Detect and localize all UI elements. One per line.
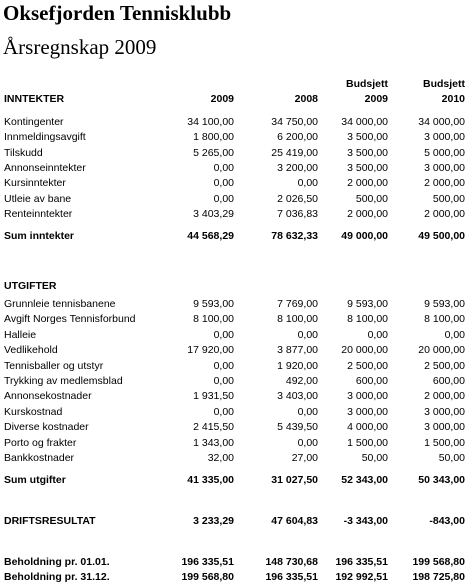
row-value: 5 000,00 (424, 146, 465, 159)
row-value: 1 343,00 (193, 436, 234, 449)
row-value: 1 500,00 (424, 436, 465, 449)
row-value: 2 500,00 (424, 359, 465, 372)
expense-row (0, 312, 470, 327)
row-value: 0,00 (213, 177, 234, 190)
row-value: 3 000,00 (424, 131, 465, 144)
row-value: 199 568,80 (181, 571, 234, 583)
row-value: 3 200,00 (277, 161, 318, 174)
row-value: 2 415,50 (193, 421, 234, 434)
row-value: 50,00 (438, 452, 465, 464)
expense-row (0, 359, 470, 374)
row-value: 3 500,00 (347, 131, 388, 144)
row-value: 3 000,00 (424, 421, 465, 434)
row-value: 8 100,00 (193, 313, 234, 326)
row-value: 8 100,00 (347, 313, 388, 326)
row-value: 7 036,83 (277, 207, 318, 220)
row-label: Halleie (4, 328, 37, 341)
expense-row (0, 451, 470, 466)
row-value: 2 000,00 (424, 207, 465, 220)
row-label: Porto og frakter (4, 436, 77, 449)
row-value: 2 000,00 (424, 390, 465, 403)
row-label: Kursinntekter (4, 177, 66, 190)
expense-row (0, 343, 470, 358)
row-value: 34 000,00 (341, 116, 388, 128)
income-row (0, 161, 470, 176)
row-value: 1 500,00 (347, 436, 388, 449)
row-value: 196 335,51 (181, 556, 234, 568)
row-value: 0,00 (297, 436, 318, 449)
expense-row (0, 328, 470, 343)
document-title: Oksefjorden Tennisklubb (3, 1, 232, 25)
row-value: 25 419,00 (271, 146, 318, 159)
row-label: Utleie av bane (4, 192, 72, 205)
row-value: 192 992,51 (335, 571, 388, 583)
row-value: 2 026,50 (277, 192, 318, 205)
row-label: Trykking av medlemsblad (4, 375, 123, 387)
row-value: 34 100,00 (187, 116, 234, 128)
row-value: 196 335,51 (265, 571, 318, 583)
row-value: 27,00 (291, 452, 318, 464)
row-value: 1 931,50 (193, 390, 234, 403)
income-row (0, 192, 470, 207)
row-value: 1 920,00 (277, 359, 318, 372)
row-label: Beholdning pr. 01.01. (4, 556, 110, 568)
row-label: Annonsekostnader (4, 390, 92, 403)
row-value: 9 593,00 (193, 298, 234, 310)
column-header-budget-2009: Budsjett 2009 (346, 78, 388, 105)
row-value: 34 750,00 (271, 116, 318, 128)
row-value: 4 000,00 (347, 421, 388, 434)
row-value: 500,00 (432, 192, 465, 205)
column-header-2009: 2009 (210, 93, 234, 105)
row-value: 199 568,80 (412, 556, 465, 568)
row-value: 0,00 (213, 161, 234, 174)
row-label: Annonseinntekter (4, 161, 86, 174)
row-value: 32,00 (207, 452, 234, 464)
expense-total-row: Sum utgifter 41 335,00 31 027,50 52 343,00 50 343,00 (4, 474, 465, 486)
row-value: 600,00 (355, 375, 388, 387)
row-value: 0,00 (213, 375, 234, 387)
expense-row (0, 420, 470, 435)
row-value: 0,00 (367, 328, 388, 341)
row-value: 20 000,00 (341, 344, 388, 357)
income-total-row: Sum inntekter 44 568,29 78 632,33 49 000,00 49 500,00 (4, 230, 465, 242)
row-value: 3 000,00 (347, 405, 388, 418)
row-value: 0,00 (297, 328, 318, 341)
row-value: 3 500,00 (347, 161, 388, 174)
column-header-2008: 2008 (294, 93, 318, 105)
row-value: 196 335,51 (335, 556, 388, 568)
row-value: 1 800,00 (193, 131, 234, 144)
row-value: 2 000,00 (347, 207, 388, 220)
row-value: 20 000,00 (418, 344, 465, 357)
holding-row (0, 570, 470, 585)
row-value: 17 920,00 (187, 344, 234, 357)
result-row: DRIFTSRESULTAT 3 233,29 47 604,83 -3 343,00 -843,00 (4, 515, 465, 527)
row-value: 500,00 (355, 192, 388, 205)
income-row (0, 176, 470, 191)
row-value: 8 100,00 (424, 313, 465, 326)
row-value: 600,00 (432, 375, 465, 387)
row-value: 0,00 (297, 177, 318, 190)
row-value: 9 593,00 (347, 298, 388, 310)
row-value: 0,00 (444, 328, 465, 341)
row-label: Kurskostnad (4, 405, 63, 418)
income-section-header: INNTEKTER (4, 93, 65, 105)
row-label: Grunnleie tennisbanene (4, 298, 116, 310)
expense-row (0, 405, 470, 420)
income-row (0, 115, 470, 130)
row-label: Bankkostnader (4, 452, 75, 464)
income-row (0, 146, 470, 161)
row-label: Diverse kostnader (4, 421, 89, 434)
row-label: Tilskudd (4, 146, 43, 159)
row-value: 3 000,00 (424, 405, 465, 418)
row-value: 8 100,00 (277, 313, 318, 326)
row-label: Vedlikehold (4, 344, 58, 357)
income-row (0, 130, 470, 145)
row-value: 3 403,00 (277, 390, 318, 403)
row-value: 7 769,00 (277, 298, 318, 310)
row-value: 6 200,00 (277, 131, 318, 144)
document-subtitle: Årsregnskap 2009 (3, 35, 157, 59)
row-label: Kontingenter (4, 116, 64, 128)
row-value: 5 265,00 (193, 146, 234, 159)
row-value: 148 730,68 (265, 556, 318, 568)
row-value: 0,00 (297, 405, 318, 418)
row-label: Innmeldingsavgift (4, 131, 86, 144)
expense-section-header: UTGIFTER (4, 280, 57, 292)
row-value: 9 593,00 (424, 298, 465, 310)
expense-row (0, 374, 470, 389)
row-value: 3 000,00 (347, 390, 388, 403)
row-value: 0,00 (213, 405, 234, 418)
row-value: 3 000,00 (424, 161, 465, 174)
row-value: 492,00 (285, 375, 318, 387)
row-value: 2 000,00 (424, 177, 465, 190)
row-label: Renteinntekter (4, 207, 73, 220)
expense-row (0, 436, 470, 451)
expense-row (0, 297, 470, 312)
row-value: 3 877,00 (277, 344, 318, 357)
row-label: Beholdning pr. 31.12. (4, 571, 110, 583)
row-label: Avgift Norges Tennisforbund (4, 313, 136, 326)
row-value: 2 500,00 (347, 359, 388, 372)
row-value: 34 000,00 (418, 116, 465, 128)
row-label: Tennisballer og utstyr (4, 359, 104, 372)
row-value: 0,00 (213, 359, 234, 372)
row-value: 5 439,50 (277, 421, 318, 434)
row-value: 0,00 (213, 192, 234, 205)
column-header-budget-2010: Budsjett 2010 (423, 78, 465, 105)
row-value: 2 000,00 (347, 177, 388, 190)
expense-row (0, 389, 470, 404)
row-value: 0,00 (213, 328, 234, 341)
row-value: 3 500,00 (347, 146, 388, 159)
row-value: 198 725,80 (412, 571, 465, 583)
row-value: 50,00 (361, 452, 388, 464)
holding-row (0, 555, 470, 570)
row-value: 3 403,29 (193, 207, 234, 220)
income-row (0, 207, 470, 222)
